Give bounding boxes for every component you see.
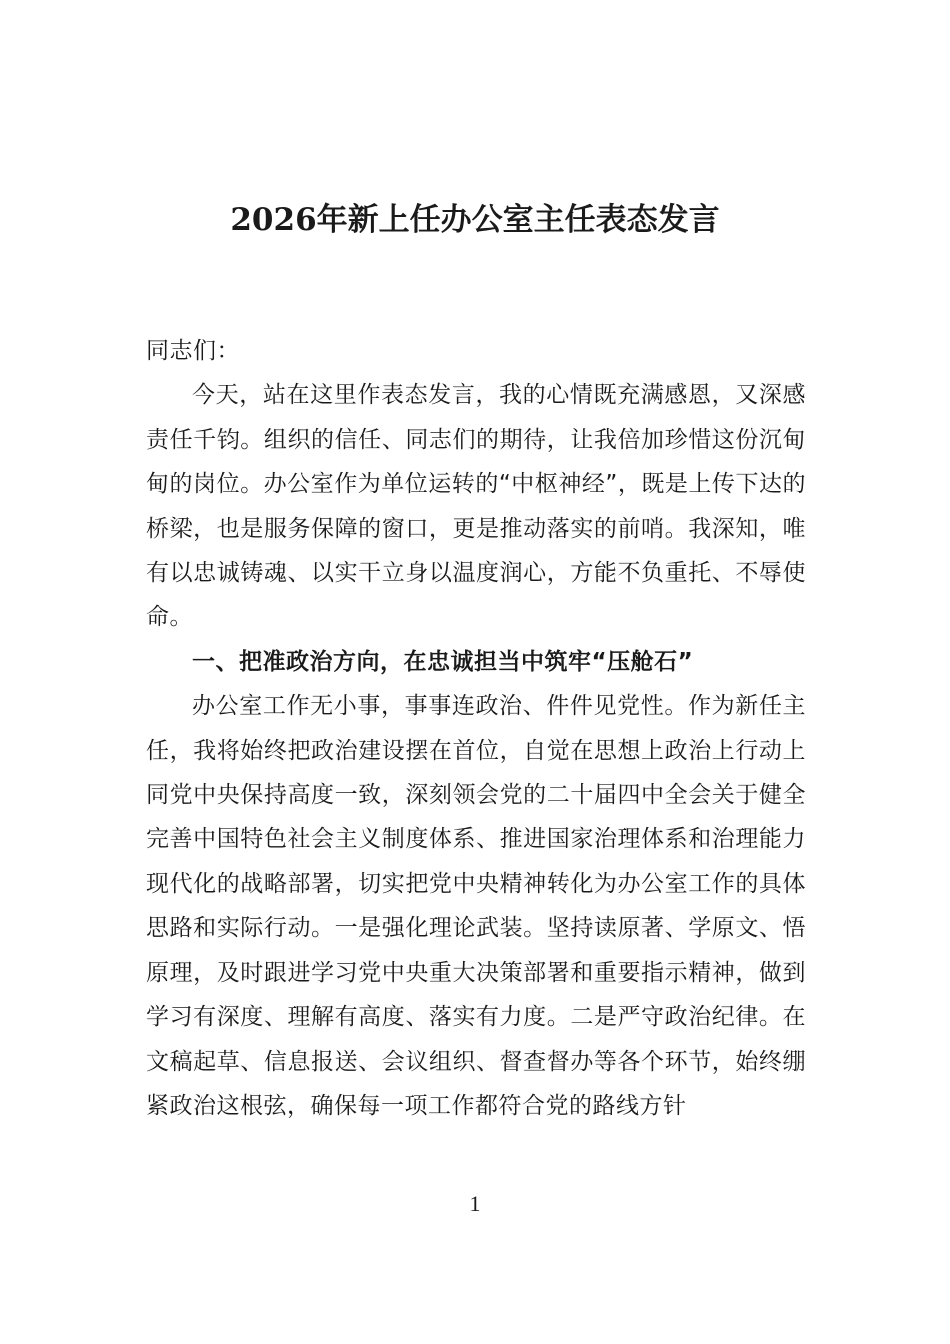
document-body — [146, 329, 806, 1128]
salutation: 同志们： — [146, 338, 240, 364]
document-title: 2026年新上任办公室主任表态发言 — [230, 202, 720, 238]
section-paragraph: 办公室工作无小事，事事连政治、件件见党性。作为新任主任，我将始终把政治建设摆在首位，自觉在思想上政治上行动上同党中央保持高度一致，深刻领会党的二十届四中全会关于健全完善中国特色社会主义制度体系、推进国家治理体系和治理能力现代化的战略部署，切实把党中央精神转化为办公室工作的具体思路和实际行动。一是强化理论武装。坚持读原著、学原文、悟原理，及时跟进学习党中央重大决策部署和重要指示精神，做到学习有深度、理解有高度、落实有力度。二是严守政治纪律。在文稿起草、信息报送、会议组织、督查督办等各个环节，始终绷紧政治这根弦，确保每一项工作都符合党的路线方针 — [146, 693, 806, 1119]
intro-paragraph: 今天，站在这里作表态发言，我的心情既充满感恩，又深感责任千钧。组织的信任、同志们的期待，让我倍加珍惜这份沉甸甸的岗位。办公室作为单位运转的“中枢神经”，既是上传下达的桥梁，也是服务保障的窗口，更是推动落实的前哨。我深知，唯有以忠诚铸魂、以实干立身以温度润心，方能不负重托、不辱使命。 — [146, 382, 806, 631]
section-heading: 一、把准政治方向，在忠诚担当中筑牢“压舱石” — [192, 648, 694, 675]
page-number: 1 — [469, 1191, 481, 1216]
